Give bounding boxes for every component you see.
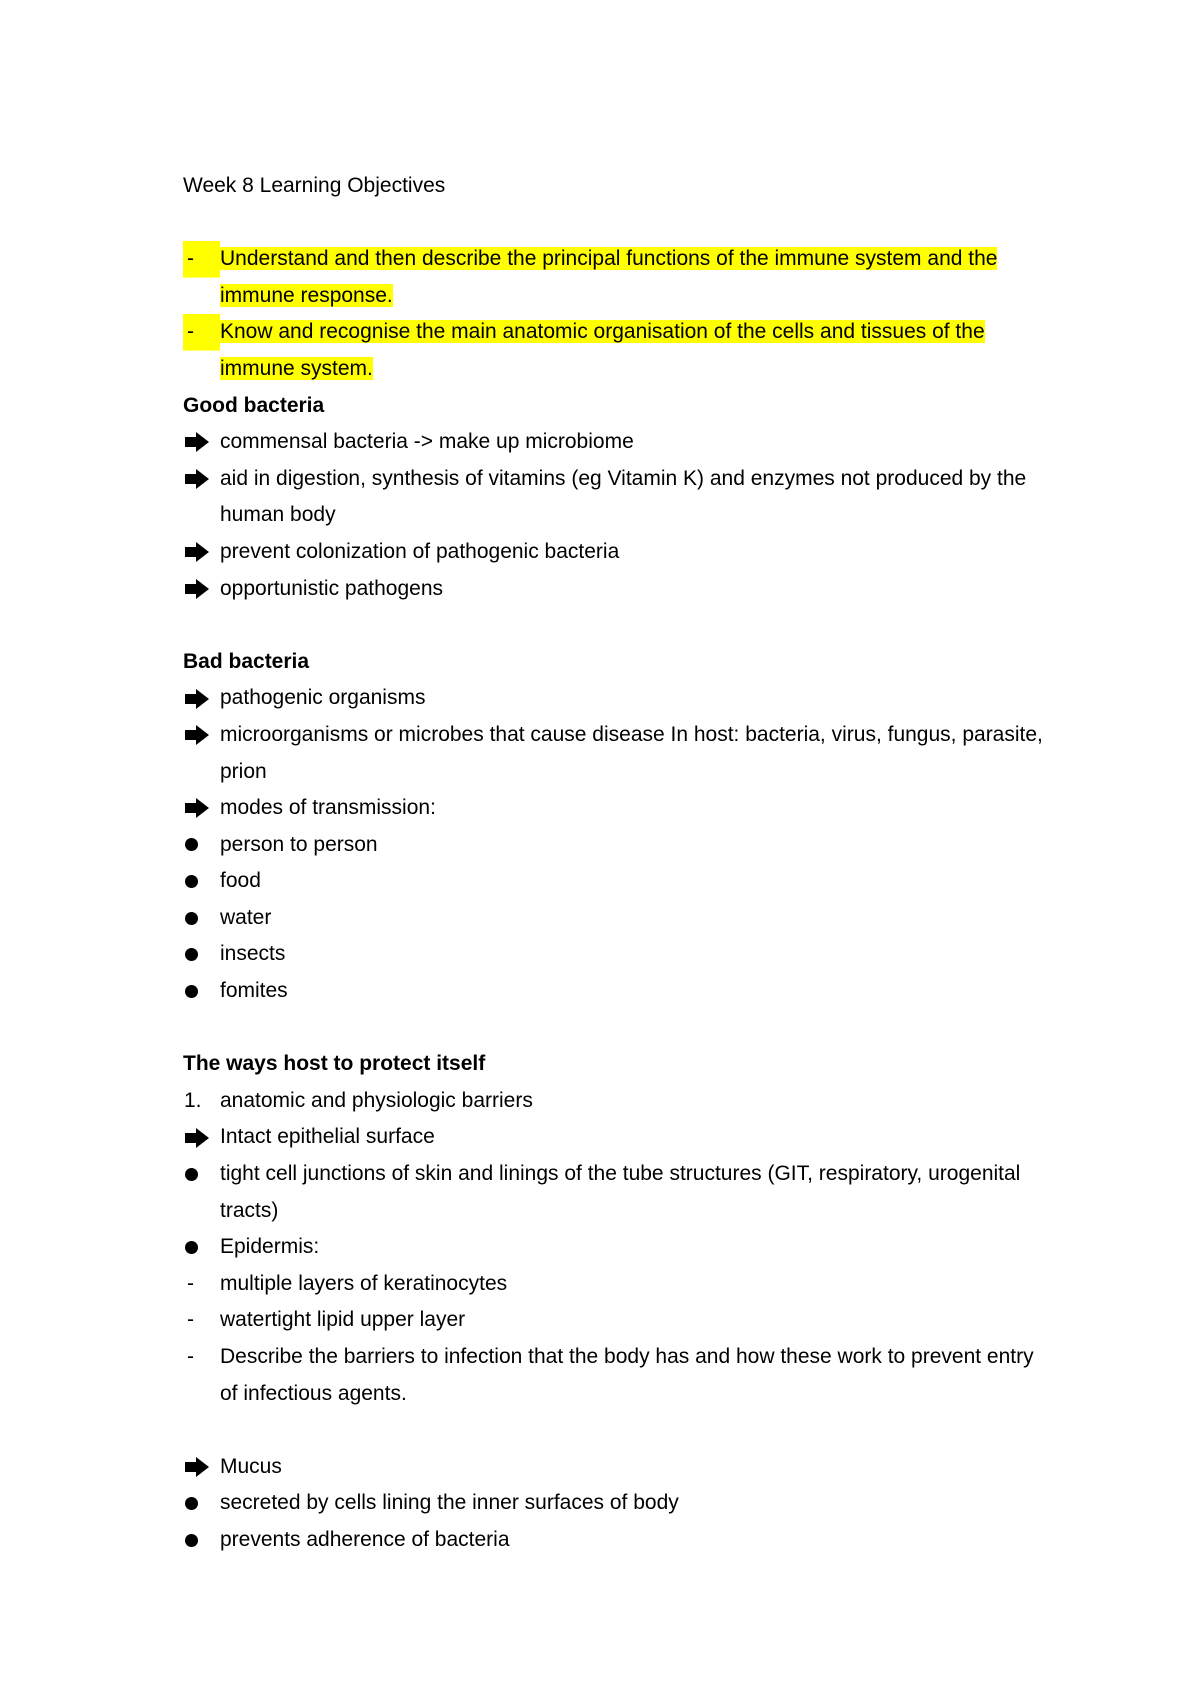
bullet-dot-icon: [185, 1241, 198, 1254]
objective-item: [183, 241, 1043, 314]
list-item-text: Describe the barriers to infection that the body has and how these work to prevent entry of infectious agents.: [220, 1345, 1034, 1405]
bullet-list-item: [183, 863, 1043, 900]
arrow-list-item: [183, 1449, 1043, 1486]
arrow-list-item: [183, 534, 1043, 571]
list-item-text: modes of transmission:: [220, 796, 436, 820]
list-item-text: person to person: [220, 832, 378, 856]
dash-list-item: [183, 1339, 1043, 1412]
objective-item: [183, 314, 1043, 387]
arrow-list-item: [183, 680, 1043, 717]
arrow-bullet-icon: [183, 424, 213, 461]
dash-list-item: [183, 1302, 1043, 1339]
document-content: [183, 168, 1043, 1559]
bullet-dot-icon: [185, 1168, 198, 1181]
bullet-dot-icon: [185, 875, 198, 888]
section-heading-host-protection: The ways host to protect itself: [183, 1052, 486, 1076]
bullet-list-item: [183, 1156, 1043, 1229]
bullet-dot-icon: [185, 838, 198, 851]
arrow-bullet-icon: [183, 1449, 213, 1486]
arrow-bullet-icon: [183, 680, 213, 717]
objective-text: Know and recognise the main anatomic organisation of the cells and tissues of the immune system.: [220, 320, 985, 380]
list-item-text: Epidermis:: [220, 1235, 320, 1259]
objective-text: Understand and then describe the principal functions of the immune system and the immune response.: [220, 247, 998, 307]
dash-marker: -: [187, 320, 194, 344]
bullet-list-item: [183, 900, 1043, 937]
arrow-bullet-icon: [183, 790, 213, 827]
bullet-dot-icon: [185, 1497, 198, 1510]
blank-line: [183, 1412, 1043, 1449]
blank-line: [183, 1010, 1043, 1047]
numbered-list-item: [183, 1083, 1043, 1120]
bullet-list-item: [183, 936, 1043, 973]
list-item-text: multiple layers of keratinocytes: [220, 1271, 508, 1295]
document-title: Week 8 Learning Objectives: [183, 174, 446, 197]
list-item-text: pathogenic organisms: [220, 686, 426, 710]
arrow-bullet-icon: [183, 717, 213, 754]
blank-line: [183, 607, 1043, 644]
list-item-text: water: [220, 905, 272, 929]
list-item-text: tight cell junctions of skin and linings of the tube structures (GIT, respiratory, urogenital tracts): [220, 1162, 1021, 1222]
list-item-text: insects: [220, 942, 286, 966]
arrow-list-item: [183, 717, 1043, 790]
bullet-dot-icon: [185, 912, 198, 925]
list-item-text: Mucus: [220, 1454, 282, 1478]
bullet-list-item: [183, 827, 1043, 864]
arrow-bullet-icon: [183, 461, 213, 498]
dash-list-item: [183, 1266, 1043, 1303]
section-heading-good-bacteria: Good bacteria: [183, 393, 325, 417]
list-item-text: aid in digestion, synthesis of vitamins (eg Vitamin K) and enzymes not produced by the human body: [220, 466, 1027, 527]
arrow-list-item: [183, 790, 1043, 827]
bullet-list-item: [183, 973, 1043, 1010]
bullet-list-item: [183, 1485, 1043, 1522]
section-heading-bad-bacteria: Bad bacteria: [183, 649, 310, 673]
dash-marker: -: [187, 1345, 194, 1368]
arrow-list-item: [183, 424, 1043, 461]
list-item-text: commensal bacteria -> make up microbiome: [220, 430, 634, 454]
bullet-list-item: [183, 1229, 1043, 1266]
arrow-list-item: [183, 1119, 1043, 1156]
arrow-bullet-icon: [183, 571, 213, 608]
arrow-list-item: [183, 571, 1043, 608]
list-item-text: opportunistic pathogens: [220, 576, 443, 600]
dash-marker: -: [187, 247, 194, 271]
dash-marker: -: [187, 1271, 194, 1295]
list-item-text: Intact epithelial surface: [220, 1125, 435, 1149]
dash-marker: -: [187, 1308, 194, 1332]
bullet-dot-icon: [185, 985, 198, 998]
list-item-text: watertight lipid upper layer: [220, 1308, 466, 1332]
list-item-text: anatomic and physiologic barriers: [220, 1088, 533, 1112]
list-item-text: prevents adherence of bacteria: [220, 1527, 510, 1551]
list-item-text: secreted by cells lining the inner surfaces of body: [220, 1491, 679, 1515]
list-item-text: fomites: [220, 979, 288, 1003]
arrow-bullet-icon: [183, 534, 213, 571]
bullet-dot-icon: [185, 1534, 198, 1547]
bullet-list-item: [183, 1522, 1043, 1559]
list-item-text: food: [220, 869, 261, 893]
list-item-text: microorganisms or microbes that cause disease In host: bacteria, virus, fungus, parasite, prion: [220, 722, 1043, 783]
list-number: 1.: [184, 1088, 202, 1112]
arrow-bullet-icon: [183, 1119, 213, 1156]
arrow-list-item: [183, 461, 1043, 534]
list-item-text: prevent colonization of pathogenic bacteria: [220, 539, 620, 563]
bullet-dot-icon: [185, 948, 198, 961]
